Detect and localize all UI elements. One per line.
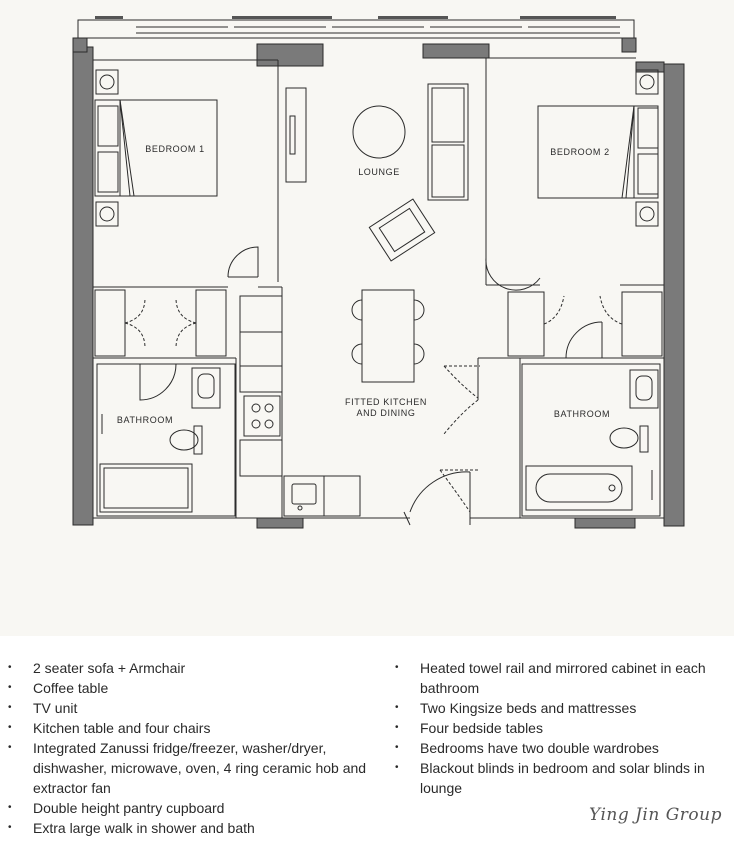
feature-item: • Four bedside tables: [392, 718, 732, 738]
lounge: [353, 84, 468, 261]
bedroom-1: [95, 70, 258, 277]
bedroom-2: [486, 70, 658, 290]
feature-item: • Extra large walk in shower and bath: [5, 818, 380, 838]
features-left-list: [5, 658, 380, 838]
bathroom-right-label: BATHROOM: [553, 409, 611, 419]
feature-item: • Heated towel rail and mirrored cabinet in each bathroom: [392, 658, 732, 698]
feature-item: • Integrated Zanussi fridge/freezer, washer/dryer, dishwasher, microwave, oven, 4 ring ceramic hob and extractor fan: [5, 738, 380, 798]
feature-item: • Bedrooms have two double wardrobes: [392, 738, 732, 758]
kitchen-label-line2: AND DINING: [356, 408, 416, 418]
bedroom-2-wardrobes: [508, 292, 662, 358]
kitchen-units: [240, 296, 360, 516]
feature-item: • Coffee table: [5, 678, 380, 698]
feature-item: • Two Kingsize beds and mattresses: [392, 698, 732, 718]
feature-item: • 2 seater sofa + Armchair: [5, 658, 380, 678]
dining: [345, 290, 427, 418]
feature-item: • Double height pantry cupboard: [5, 798, 380, 818]
bathroom-right: [522, 364, 660, 516]
bathroom-left: [97, 364, 235, 516]
features-section: [0, 636, 734, 841]
feature-item: • TV unit: [5, 698, 380, 718]
bedroom-2-label: BEDROOM 2: [550, 147, 610, 157]
kitchen-label-line1: FITTED KITCHEN: [345, 397, 427, 407]
feature-item: • Kitchen table and four chairs: [5, 718, 380, 738]
feature-item: • Blackout blinds in bedroom and solar blinds in lounge: [392, 758, 732, 798]
lounge-label: LOUNGE: [358, 167, 400, 177]
bedroom-1-wardrobes: [95, 290, 226, 356]
central-doors: [440, 366, 480, 512]
company-logo: Ying Jin Group: [589, 805, 722, 825]
tv-unit: [286, 88, 306, 182]
top-windows: [78, 16, 634, 38]
bathroom-left-label: BATHROOM: [116, 415, 174, 425]
bedroom-1-label: BEDROOM 1: [145, 144, 205, 154]
entrance-door-arc: [410, 472, 470, 512]
features-right-list: [392, 658, 732, 798]
